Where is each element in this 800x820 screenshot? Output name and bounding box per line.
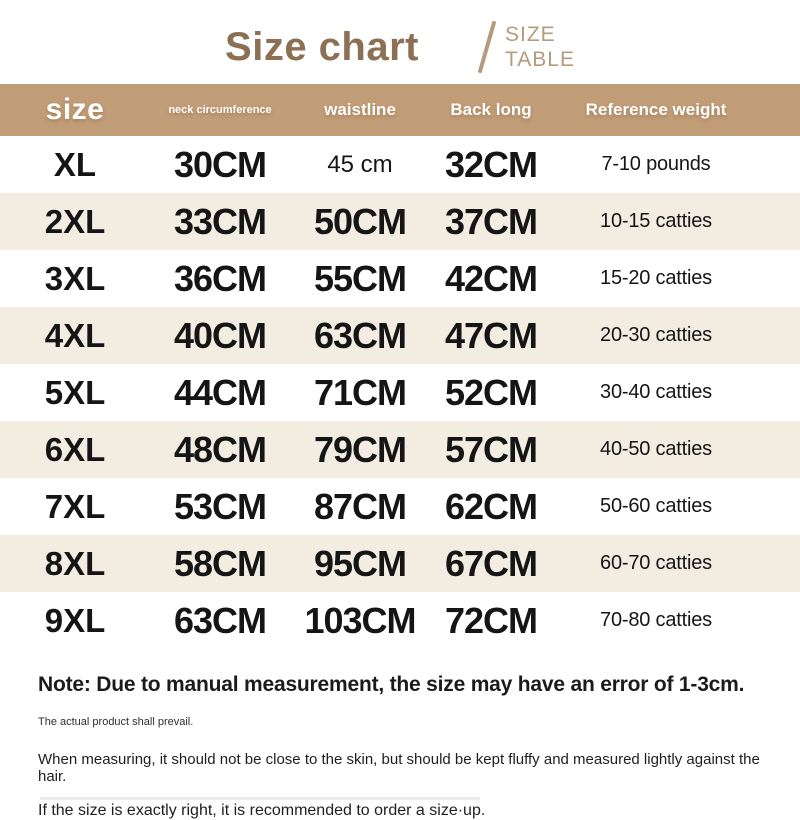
size-cell: 9XL: [44, 601, 106, 639]
header-size: size: [45, 93, 105, 126]
size-cell: 6XL: [44, 430, 106, 468]
weight-cell: 50-60 catties: [600, 495, 712, 517]
slash-divider-icon: [478, 20, 497, 73]
weight-cell: 60-70 catties: [600, 552, 712, 574]
back-cell: 52CM: [444, 371, 538, 413]
waist-cell: 50CM: [313, 200, 407, 242]
page-subtitle: [505, 22, 575, 72]
neck-cell: 48CM: [173, 428, 267, 470]
size-cell: 7XL: [44, 487, 106, 525]
back-cell: 32CM: [444, 143, 538, 185]
table-row: [0, 364, 800, 421]
neck-cell: 40CM: [173, 314, 267, 356]
weight-cell: 15-20 catties: [600, 267, 712, 289]
weight-cell: 20-30 catties: [600, 324, 712, 346]
neck-cell: 44CM: [173, 371, 267, 413]
table-row: [0, 307, 800, 364]
size-cell: 8XL: [44, 544, 106, 582]
weight-cell: 7-10 pounds: [601, 153, 711, 175]
waist-cell: 45 cm: [327, 150, 393, 178]
waist-cell: 79CM: [313, 428, 407, 470]
neck-cell: 33CM: [173, 200, 267, 242]
table-row: [0, 421, 800, 478]
weight-cell: 10-15 catties: [600, 210, 712, 232]
neck-cell: 53CM: [173, 485, 267, 527]
table-row: [0, 193, 800, 250]
table-row: [0, 136, 800, 193]
weight-cell: 40-50 catties: [600, 438, 712, 460]
size-cell: XL: [53, 145, 97, 183]
table-row: [0, 478, 800, 535]
note-measuring-advice: When measuring, it should not be close to the skin, but should be kept fluffy and measured lightly against the hair.: [38, 751, 760, 785]
back-cell: 72CM: [444, 599, 538, 641]
table-row: [0, 250, 800, 307]
neck-cell: 36CM: [173, 257, 267, 299]
note-measurement-error: Note: Due to manual measurement, the size may have an error of 1-3cm.: [38, 673, 745, 696]
header-neck-circumference: neck circumference: [168, 104, 272, 116]
page-header: [0, 0, 800, 84]
table-row: [0, 592, 800, 649]
waist-cell: 95CM: [313, 542, 407, 584]
header-reference-weight: Reference weight: [585, 100, 727, 119]
waist-cell: 63CM: [313, 314, 407, 356]
table-header-row: [0, 84, 800, 136]
back-cell: 47CM: [444, 314, 538, 356]
size-cell: 2XL: [44, 202, 106, 240]
size-cell: 3XL: [44, 259, 106, 297]
weight-cell: 30-40 catties: [600, 381, 712, 403]
size-cell: 4XL: [44, 316, 106, 354]
neck-cell: 63CM: [173, 599, 267, 641]
weight-cell: 70-80 catties: [600, 609, 712, 631]
waist-cell: 55CM: [313, 257, 407, 299]
bottom-crop-strip: [40, 797, 480, 800]
neck-cell: 58CM: [173, 542, 267, 584]
size-cell: 5XL: [44, 373, 106, 411]
table-row: [0, 535, 800, 592]
header-back-long: Back long: [450, 100, 532, 119]
back-cell: 67CM: [444, 542, 538, 584]
back-cell: 42CM: [444, 257, 538, 299]
page-subtitle-line1: SIZE: [505, 22, 556, 46]
table-body: [0, 136, 800, 649]
notes-section: [0, 649, 800, 820]
page-subtitle-line2: TABLE: [505, 48, 575, 71]
waist-cell: 71CM: [313, 371, 407, 413]
note-size-up-advice: If the size is exactly right, it is recommended to order a size·up.: [38, 802, 486, 819]
back-cell: 57CM: [444, 428, 538, 470]
waist-cell: 87CM: [313, 485, 407, 527]
note-actual-product: The actual product shall prevail.: [38, 716, 194, 728]
back-cell: 37CM: [444, 200, 538, 242]
waist-cell: 103CM: [304, 599, 416, 641]
header-waistline: waistline: [324, 100, 396, 119]
page-title: Size chart: [225, 24, 419, 69]
neck-cell: 30CM: [173, 143, 267, 185]
back-cell: 62CM: [444, 485, 538, 527]
